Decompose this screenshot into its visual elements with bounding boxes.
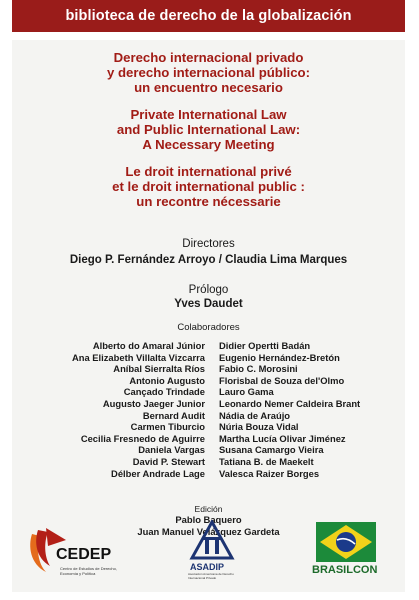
prologue-label: Prólogo xyxy=(188,284,229,296)
editor-name: Juan Manuel Velázquez Gardeta xyxy=(137,525,280,537)
prologue-author: Yves Daudet xyxy=(174,298,243,310)
title-line: Le droit international privé xyxy=(125,164,292,179)
collaborator-name: Florisbal de Souza del'Olmo xyxy=(219,374,345,386)
collaborator-name: Alberto do Amaral Júnior xyxy=(92,340,205,351)
collaborator-name: Délber Andrade Lage xyxy=(111,467,205,479)
collaborators-label: Colaboradores xyxy=(177,322,240,333)
collaborator-name: Cecilia Fresnedo de Aguirre xyxy=(80,432,205,444)
cedep-subtitle: Centro de Estudios de Derecho, Economía y Política xyxy=(60,566,117,576)
collaborator-name: David P. Stewart xyxy=(132,455,205,467)
series-title: biblioteca de derecho de la globalización xyxy=(65,8,352,24)
collaborator-name: Núria Bouza Vidal xyxy=(219,421,299,433)
edition-label: Edición xyxy=(194,504,223,514)
asadip-logo xyxy=(188,520,236,584)
collaborator-name: Bernard Audit xyxy=(142,409,205,421)
title-english xyxy=(12,107,405,152)
collaborator-name: Tatiana B. de Maekelt xyxy=(219,455,314,467)
title-line: un encuentro necesario xyxy=(134,80,283,95)
asadip-subtitle: Asociación Americana de Derecho Internacional Privado xyxy=(188,572,234,580)
collaborator-name: Carmen Tiburcio xyxy=(130,421,205,433)
asadip-emblem-icon xyxy=(188,520,236,562)
collaborator-name: Lauro Gama xyxy=(219,386,274,398)
editor-name: Pablo Baquero xyxy=(175,514,242,525)
title-line: un recontre nécessarie xyxy=(136,194,281,209)
collaborator-name: Antonio Augusto xyxy=(129,374,205,386)
collaborator-name: Leonardo Nemer Caldeira Brant xyxy=(219,397,361,409)
collaborator-name: Susana Camargo Vieira xyxy=(219,444,324,456)
directors-names: Diego P. Fernández Arroyo / Claudia Lima Marques xyxy=(69,254,348,266)
collaborator-name: Nádia de Araújo xyxy=(219,409,291,421)
brasilcon-name: BRASILCON xyxy=(312,564,378,576)
collaborator-name: Eugenio Hernández-Bretón xyxy=(219,351,340,363)
collaborator-name: Martha Lucía Olivar Jiménez xyxy=(219,432,346,444)
brazil-flag-icon xyxy=(310,520,382,564)
collaborator-name: Ana Elizabeth Villalta Vizcarra xyxy=(71,351,205,363)
title-line: Derecho internacional privado xyxy=(113,50,304,65)
title-spanish xyxy=(12,50,405,95)
cover-body xyxy=(12,40,405,592)
title-group xyxy=(12,50,405,221)
title-line: et le droit international public : xyxy=(112,179,305,194)
collaborator-name: Fabio C. Morosini xyxy=(219,363,298,375)
collaborators-left-column xyxy=(12,340,205,479)
title-french xyxy=(12,164,405,209)
collaborator-name: Cançado Trindade xyxy=(123,386,205,398)
cedep-name: CEDEP xyxy=(56,546,112,563)
title-line: and Public International Law: xyxy=(116,122,301,137)
directors-label: Directores xyxy=(182,238,235,250)
collaborators-right-column xyxy=(219,340,409,479)
title-line: y derecho internacional público: xyxy=(107,65,310,80)
title-line: Private International Law xyxy=(130,107,287,122)
collaborator-name: Aníbal Sierralta Ríos xyxy=(113,363,205,375)
asadip-name: ASADIP xyxy=(190,562,225,572)
collaborator-name: Augusto Jaeger Junior xyxy=(102,397,205,409)
cedep-logo xyxy=(26,524,136,584)
series-banner xyxy=(12,0,405,32)
collaborator-name: Didier Opertti Badán xyxy=(219,340,311,351)
collaborator-name: Daniela Vargas xyxy=(138,444,205,456)
title-line: A Necessary Meeting xyxy=(142,137,275,152)
collaborator-name: Valesca Raizer Borges xyxy=(219,467,320,479)
brasilcon-logo xyxy=(310,520,382,584)
